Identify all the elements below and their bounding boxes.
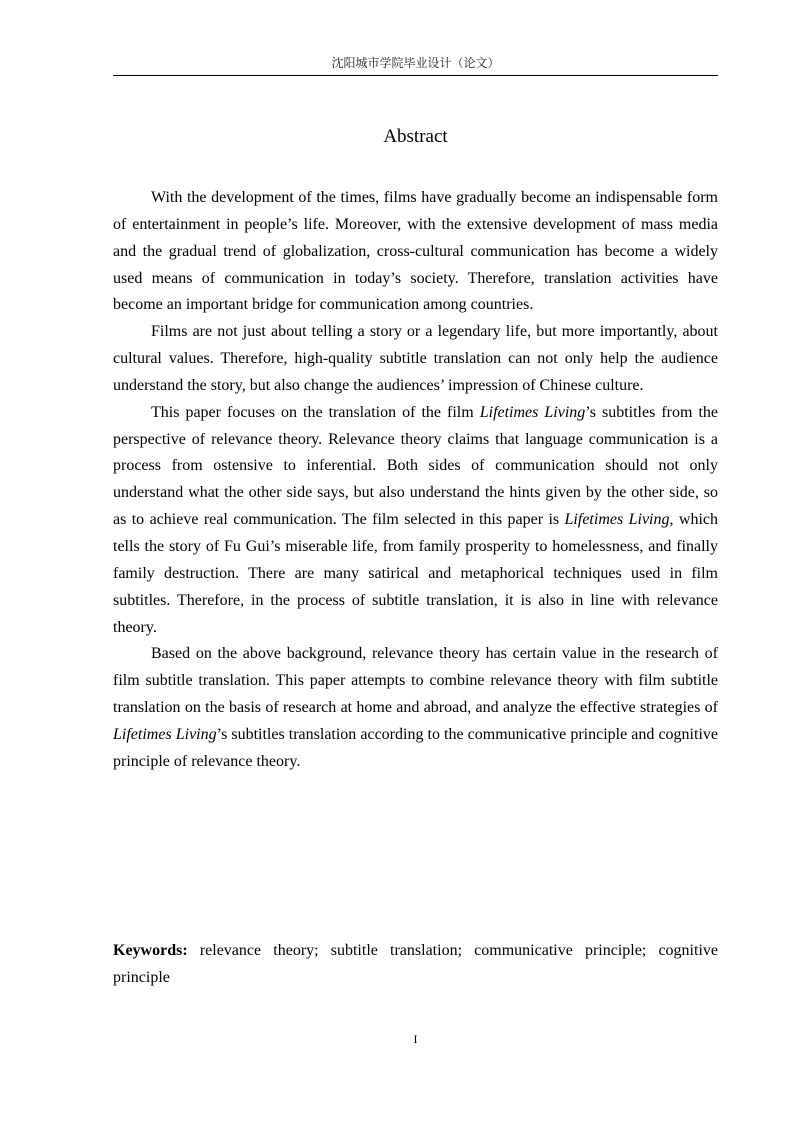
running-header: 沈阳城市学院毕业设计（论文） xyxy=(113,55,718,76)
keywords-label: Keywords: xyxy=(113,942,188,959)
paragraph-text: This paper focuses on the translation of the film xyxy=(151,403,480,421)
paragraph-text: Based on the above background, relevance theory has certain value in the research of film subtitle translation. This paper attempts to combine relevance theory with film subtitle translation on the basis of research at home and abroad, and analyze the effective strategies of xyxy=(113,645,718,717)
paragraph-text: ’s subtitles from the perspective of relevance theory. Relevance theory claims that language communication is a process from ostensive to inferential. Both sides of communication should not only understand what the other side says, but also understand the hints given by the other side, so as to achieve real communication. The film selected in this paper is xyxy=(113,403,718,529)
film-title: Lifetimes Living xyxy=(479,403,586,421)
abstract-paragraph-4 xyxy=(113,641,718,775)
paragraph-text: With the development of the times, films have gradually become an indispensable form of entertainment in people’s life. Moreover, with the extensive development of mass media and the gradual trend of globalization, cross-cultural communication has become a widely used means of communication in today’s society. Therefore, translation activities have become an important bridge for communication among countries. xyxy=(113,189,718,314)
keywords-line xyxy=(113,937,718,991)
abstract-title: Abstract xyxy=(383,126,448,147)
abstract-body xyxy=(113,185,718,776)
keywords-text: relevance theory; subtitle translation; communicative principle; cognitive principle xyxy=(113,942,718,986)
film-title: Lifetimes Living xyxy=(564,511,670,529)
abstract-paragraph-2 xyxy=(113,319,718,400)
abstract-paragraph-1 xyxy=(113,185,718,319)
paragraph-text: Films are not just about telling a story or a legendary life, but more importantly, about cultural values. Therefore, high-quality subtitle translation can not only help the audience understand the story, but also change the audiences’ impression of Chinese culture. xyxy=(113,323,718,394)
paragraph-text: , which tells the story of Fu Gui’s miserable life, from family prosperity to homelessness, and finally family destruction. There are many satirical and metaphorical techniques used in film subtitles. Therefore, in the process of subtitle translation, it is also in line with relevance theory. xyxy=(113,511,719,636)
abstract-paragraph-3 xyxy=(113,400,718,642)
film-title: Lifetimes Living xyxy=(113,725,217,743)
page-number: I xyxy=(413,1032,418,1046)
paragraph-text: ’s subtitles translation according to the communicative principle and cognitive principle of relevance theory. xyxy=(113,725,718,770)
